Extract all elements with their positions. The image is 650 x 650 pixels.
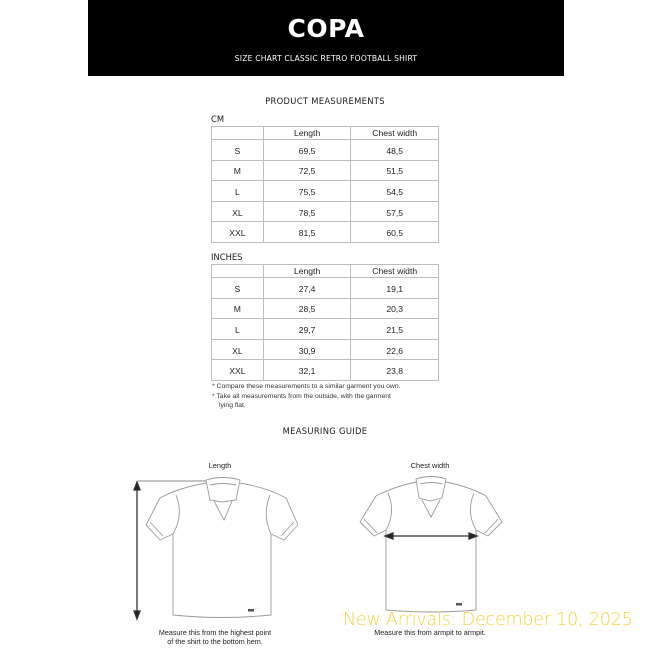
size-cell: S <box>212 278 264 299</box>
length-cell: 28,5 <box>263 298 351 319</box>
brand-header <box>88 0 564 76</box>
inches-label: INCHES <box>211 252 243 262</box>
length-cell: 29,7 <box>263 319 351 340</box>
table-row <box>212 222 439 243</box>
column-header <box>212 265 264 278</box>
table-header-row <box>212 127 439 140</box>
length-cell: 81,5 <box>263 222 351 243</box>
new-arrivals-watermark: New Arrivals: December 10, 2025 <box>343 610 633 630</box>
chest-cell: 54,5 <box>351 181 439 202</box>
length-cell: 75,5 <box>263 181 351 202</box>
length-caption-line2: of the shirt to the bottom hem. <box>167 637 263 646</box>
brand-logo: COPA <box>287 14 365 43</box>
length-cell: 32,1 <box>263 360 351 381</box>
length-cell: 72,5 <box>263 160 351 181</box>
table-row <box>212 140 439 161</box>
note-outside: * Take all measurements from the outside, with the garment <box>212 392 391 400</box>
length-figure-label: Length <box>208 461 232 470</box>
chest-cell: 57,5 <box>351 201 439 222</box>
chest-cell: 60,5 <box>351 222 439 243</box>
measurement-notes <box>212 382 401 411</box>
column-header-length: Length <box>263 265 351 278</box>
length-cell: 69,5 <box>263 140 351 161</box>
size-cell: M <box>212 298 264 319</box>
size-cell: M <box>212 160 264 181</box>
shirt-tag-icon <box>248 609 254 612</box>
length-cell: 78,5 <box>263 201 351 222</box>
size-cell: XL <box>212 339 264 360</box>
chest-cell: 21,5 <box>351 319 439 340</box>
column-header-length: Length <box>263 127 351 140</box>
table-row <box>212 201 439 222</box>
chart-subtitle: SIZE CHART CLASSIC RETRO FOOTBALL SHIRT <box>234 54 418 63</box>
chest-shirt-diagram <box>358 470 508 625</box>
shirt-tag-icon <box>456 603 462 606</box>
table-row <box>212 181 439 202</box>
table-row <box>212 339 439 360</box>
chest-cell: 51,5 <box>351 160 439 181</box>
note-compare: * Compare these measurements to a similar garment you own. <box>212 383 401 390</box>
size-cell: L <box>212 319 264 340</box>
chest-cell: 22,6 <box>351 339 439 360</box>
note-outside-cont: lying flat. <box>219 402 246 409</box>
length-cell: 27,4 <box>263 278 351 299</box>
size-cell: XXL <box>212 360 264 381</box>
table-row <box>212 360 439 381</box>
size-cell: S <box>212 140 264 161</box>
table-row <box>212 319 439 340</box>
column-header <box>212 127 264 140</box>
length-caption-line1: Measure this from the highest point <box>158 628 272 637</box>
chest-cell: 20,3 <box>351 298 439 319</box>
cm-label: CM <box>211 114 225 124</box>
length-caption <box>140 628 290 646</box>
cm-size-table <box>211 126 439 243</box>
measuring-guide-title: MEASURING GUIDE <box>282 426 368 436</box>
chest-cell: 19,1 <box>351 278 439 299</box>
size-cell: L <box>212 181 264 202</box>
table-row <box>212 160 439 181</box>
size-cell: XXL <box>212 222 264 243</box>
size-cell: XL <box>212 201 264 222</box>
table-header-row <box>212 265 439 278</box>
length-shirt-diagram <box>128 470 298 625</box>
column-header-chest: Chest width <box>351 265 439 278</box>
chest-cell: 48,5 <box>351 140 439 161</box>
length-cell: 30,9 <box>263 339 351 360</box>
inches-size-table <box>211 264 439 381</box>
chest-cell: 23,8 <box>351 360 439 381</box>
table-row <box>212 298 439 319</box>
chest-caption: Measure this from armpit to armpit. <box>374 628 486 637</box>
chest-figure-label: Chest width <box>410 461 450 470</box>
column-header-chest: Chest width <box>351 127 439 140</box>
table-row <box>212 278 439 299</box>
product-measurements-title: PRODUCT MEASUREMENTS <box>265 96 385 106</box>
